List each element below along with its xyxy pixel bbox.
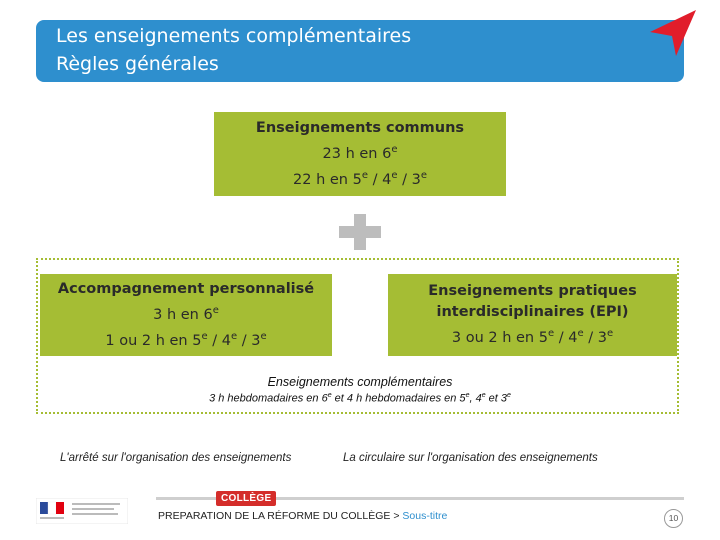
ap-title: Accompagnement personnalisé xyxy=(57,280,315,297)
ministry-logo-icon xyxy=(36,498,128,524)
common-title: Enseignements communs xyxy=(255,119,465,136)
plus-icon xyxy=(339,214,381,250)
common-teaching-box xyxy=(214,112,506,196)
header-bar xyxy=(36,20,684,82)
epi-line: 3 ou 2 h en 5e / 4e / 3e xyxy=(451,328,614,346)
personalized-support-box xyxy=(40,274,332,356)
arrete-link[interactable]: L'arrêté sur l'organisation des enseignements xyxy=(60,452,292,464)
circulaire-link[interactable]: La circulaire sur l'organisation des enseignements xyxy=(343,452,598,464)
page-title-line2: Règles générales xyxy=(56,53,219,75)
page-number: 10 xyxy=(664,509,683,528)
common-line2: 22 h en 5e / 4e / 3e xyxy=(293,169,427,188)
complementary-subtitle: 3 h hebdomadaires en 6e et 4 h hebdomadaires en 5e, 4e et 3e xyxy=(209,392,511,405)
common-line1: 23 h en 6e xyxy=(322,143,398,162)
ap-line2: 1 ou 2 h en 5e / 4e / 3e xyxy=(105,330,267,349)
footer-text: PREPARATION DE LA RÉFORME DU COLLÈGE > Sous-titre xyxy=(158,510,448,522)
epi-box xyxy=(388,274,677,356)
arrow-logo-icon xyxy=(646,8,698,58)
complementary-title: Enseignements complémentaires xyxy=(267,375,453,389)
page-title-line1: Les enseignements complémentaires xyxy=(56,25,412,47)
college-badge: COLLÈGE xyxy=(216,491,276,506)
ap-line1: 3 h en 6e xyxy=(153,304,219,323)
footer-subtitle: Sous-titre xyxy=(402,510,448,522)
epi-title-line1: Enseignements pratiques xyxy=(428,283,637,300)
epi-title-line2: interdisciplinaires (EPI) xyxy=(436,304,629,321)
